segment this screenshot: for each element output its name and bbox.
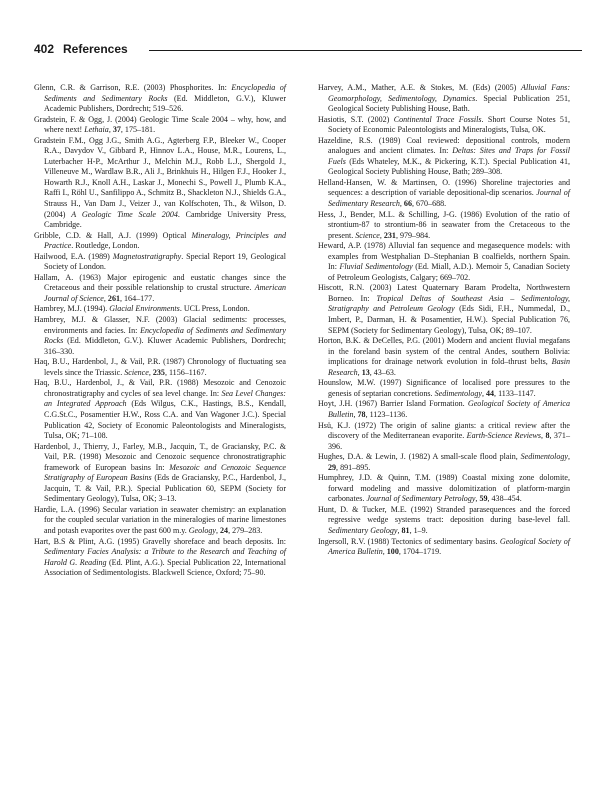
reference-separator: , [399, 199, 404, 209]
reference-details: . Routledge, London. [71, 241, 140, 251]
reference-title: Encyclopedia of Sediments and Sedimentary Rocks [44, 325, 286, 346]
reference-entry [318, 452, 570, 473]
reference-separator: , [397, 525, 402, 535]
reference-entry [318, 421, 570, 453]
reference-volume: 24 [220, 525, 229, 535]
reference-volume: 81 [401, 525, 410, 535]
reference-title: Journal of Sedimentary Research [328, 188, 570, 209]
reference-volume: 100 [386, 547, 399, 557]
reference-volume: 66 [403, 199, 412, 209]
reference-details: (Ed. Middleton, G.V.), Kluwer Academic Publishers, Dordrecht; 519–526. [44, 93, 286, 114]
reference-entry [34, 136, 286, 231]
reference-title: Sedimentary Facies Analysis: a Tribute to the Research and Teaching of Harold G. Reading [44, 547, 286, 567]
reference-entry [34, 83, 286, 115]
reference-authors: Gradstein F.M., Ogg J.G., Smith A.G., Agterberg F.P., Bleeker W., Cooper R.A., Davydov V., Gibbard P., Hinnov L.A., House, M.R., Lourens, L., Luterbacher H-P., McArthur J., Melchin M.J., Robb L.J., Shergold J., Villeneuve M., Wardlaw B.R., Ali J., Brinkhuis H., Hilgen F.J., Hooker J., Howarth R.J., Knoll A.H., Laskar J., Monechi S., Powell J., Plumb K.A., Raffi I., Röhl U., Sanfilippo A., Schmitz B., Shackleton N.J., Shields G.A., Strauss H., Van Dam J., Veizer J., van Kolfschoten, Th., & Wilson, D. (2004) [34, 135, 286, 219]
reference-entry [34, 304, 286, 315]
reference-details: , 1–9. [409, 525, 428, 535]
reference-details: , 279–283. [228, 525, 263, 535]
reference-title: Sedimentary Geology [328, 525, 398, 535]
reference-entry [34, 273, 286, 305]
reference-title: Basin Research [328, 357, 570, 377]
reference-separator: , [541, 431, 546, 441]
reference-volume: 231 [383, 230, 396, 240]
reference-entry [318, 505, 570, 537]
reference-separator: , [353, 409, 358, 419]
reference-details: , 43–63. [369, 367, 396, 377]
reference-entry [34, 378, 286, 441]
reference-volume: 78 [357, 409, 366, 419]
reference-entry [34, 537, 286, 579]
reference-authors: Humphrey, J.D. & Quinn, T.M. (1989) Coastal mixing zone dolomite, forward modeling and massive dolomitization of platform-margin carbonates. [318, 473, 570, 504]
reference-volume: 29 [328, 462, 337, 472]
reference-volume: 59 [479, 494, 488, 504]
references-column-right [318, 83, 570, 558]
reference-entry [318, 399, 570, 420]
reference-authors: Harvey, A.M., Mather, A.E. & Stokes, M. (Eds) (2005) [318, 83, 522, 92]
reference-title: Glacial Environments [109, 304, 180, 314]
reference-volume: 44 [486, 388, 495, 398]
reference-entry [34, 252, 286, 273]
reference-separator: , [475, 494, 480, 504]
reference-title: Deltas: Sites and Traps for Fossil Fuels [328, 146, 570, 166]
reference-details: (Eds Whateley, M.K., & Pickering, K.T.). Special Publication 41, Geological Society Publishing House, Bath; 289–308. [328, 156, 570, 177]
reference-separator: , [148, 367, 153, 377]
reference-volume: 235 [152, 367, 165, 377]
reference-details: . UCL Press, London. [179, 304, 250, 314]
reference-authors: Hoyt, J.H. (1967) Barrier Island Formation. [318, 399, 468, 409]
reference-details: , 175–181. [120, 125, 156, 135]
reference-entry [34, 315, 286, 357]
reference-entry [318, 378, 570, 399]
reference-title: Sea Level Changes: an Integrated Approach [44, 388, 286, 409]
reference-authors: Glenn, C.R. & Garrison, R.E. (2003) Phosphorites. In: [34, 83, 232, 92]
reference-authors: Hallam, A. (1963) Major epirogenic and eustatic changes since the Cretaceous and their possible relationship to crustal structure. [34, 272, 286, 293]
reference-entry [318, 283, 570, 336]
reference-separator: , [103, 293, 108, 303]
reference-title: Science [124, 367, 149, 377]
reference-details: . Short Course Notes 51, Society of Economic Paleontologists and Mineralogists, Tulsa, OK. [328, 114, 570, 135]
reference-title: A Geologic Time Scale 2004 [71, 209, 178, 219]
reference-authors: Hess, J., Bender, M.L. & Schilling, J-G. (1986) Evolution of the ratio of strontium-87 to strontium-86 in seawater from the Cretaceous to the present. [318, 209, 570, 240]
reference-title: Sedimentology [434, 388, 482, 398]
reference-entry [34, 115, 286, 136]
reference-details: , 891–895. [336, 462, 371, 472]
reference-details: (Ed. Miall, A.D.). Memoir 5, Canadian Society of Petroleum Geologists, Calgary; 669–702. [328, 262, 570, 282]
reference-entry [318, 537, 570, 558]
reference-title: Geology [188, 525, 216, 535]
reference-authors: Hiscott, R.N. (2003) Latest Quaternary Baram Prodelta, Northwestern Borneo. In: [318, 283, 570, 303]
reference-separator: , [567, 452, 570, 462]
reference-title: Geological Society of America Bulletin [328, 399, 570, 419]
reference-authors: Hughes, D.A. & Lewin, J. (1982) A small-scale flood plain, [318, 452, 521, 462]
reference-separator: , [481, 388, 486, 398]
reference-details: , 1133–1147. [494, 388, 536, 398]
references-column-left [34, 83, 286, 579]
reference-title: Earth-Science Reviews [466, 431, 542, 441]
reference-authors: Hasiotis, S.T. (2002) [318, 114, 394, 124]
section-title: References [63, 42, 128, 56]
reference-authors: Hailwood, E.A. (1989) [34, 251, 113, 261]
reference-separator: , [108, 125, 113, 135]
reference-details: . Cambridge University Press, Cambridge. [44, 209, 286, 230]
reference-authors: Horton, B.K. & DeCelles, P.G. (2001) Modern and ancient fluvial megafans in the foreland basin system of the central Andes, southern Bolivia: implications for drainage network evolution in fold–thrust belts, [318, 336, 570, 367]
reference-title: Alluvial Fans: Geomorphology, Sedimentology, Dynamics [328, 83, 570, 103]
reference-entry [318, 241, 570, 283]
reference-details: . Special Report 19, Geological Society of London. [44, 251, 286, 272]
reference-separator: , [357, 367, 362, 377]
reference-title: Tropical Deltas of Southeast Asia – Sedimentology, Stratigraphy and Petroleum Geology [328, 293, 570, 314]
reference-details: , 438–454. [487, 494, 522, 504]
reference-authors: Haq, B.U., Hardenbol, J., & Vail, P.R. (1987) Chronology of fluctuating sea levels since the Triassic. [34, 357, 286, 377]
reference-details: . Special Publication 251, Geological Society Publishing House, Bath. [328, 93, 570, 114]
reference-separator: , [382, 547, 387, 557]
reference-title: Science [355, 230, 380, 240]
reference-authors: Gribble, C.D. & Hall, A.J. (1999) Optical [34, 230, 192, 240]
reference-authors: Hardenbol, J., Thierry, J., Farley, M.B., Jacquin, T., de Graciansky, P.C. & Vail, P.R. (1998) Mesozoic and Cenozoic sequence chronostratigraphic framework of European basins In: [34, 441, 286, 472]
reference-title: Sedimentology [520, 452, 568, 462]
reference-details: , 670–688. [411, 199, 447, 209]
reference-entry [318, 115, 570, 136]
reference-entry [318, 83, 570, 115]
reference-details: , 1156–1167. [164, 367, 207, 377]
reference-entry [318, 210, 570, 242]
reference-title: Journal of Sedimentary Petrology [366, 494, 476, 504]
reference-volume: 13 [361, 367, 370, 377]
reference-title: Encyclopedia of Sediments and Sedimentary Rocks [44, 83, 287, 103]
header-rule [149, 50, 582, 51]
reference-volume: 261 [107, 293, 120, 303]
reference-authors: Gradstein, F. & Ogg, J. (2004) Geologic Time Scale 2004 – why, how, and where next! [34, 114, 286, 135]
reference-entry [318, 473, 570, 505]
reference-authors: Hunt, D. & Tucker, M.E. (1992) Stranded parasequences and the forced regressive wedge systems tract: deposition during base-level fall. [318, 504, 570, 525]
reference-authors: Helland-Hansen, W. & Martinsen, O. (1996) Shoreline trajectories and sequences: a description of variable depositional-dip scenarios. [318, 177, 570, 198]
reference-details: (Eds Sidi, F.H., Nummedal, D., Imbert, P., Darman, H. & Posamentier, H.W.). Special Publication 76, SEPM (Society for Sedimentary Geology), Tulsa, OK; 89–107. [328, 304, 570, 335]
reference-entry [34, 442, 286, 505]
reference-separator: , [216, 525, 221, 535]
reference-authors: Hambrey, M.J. (1994). [34, 304, 110, 314]
page-header [34, 40, 582, 62]
reference-entry [318, 336, 570, 378]
reference-authors: Ingersoll, R.V. (1988) Tectonics of sedimentary basins. [318, 536, 500, 546]
reference-details: (Eds de Graciansky, P.C., Hardenbol, J., Jacquin, T. & Vail, P.R.). Special Publication 60, SEPM (Society for Sedimentary Geology), Tulsa, OK; 3–13. [44, 473, 287, 504]
reference-title: Mineralogy, Principles and Practice [44, 230, 286, 251]
reference-authors: Hambrey, M.J. & Glasser, N.F. (2003) Glacial sediments: processes, environments and facies. In: [34, 315, 286, 335]
reference-authors: Hsü, K.J. (1972) The origin of saline giants: a critical review after the discovery of the Mediterranean evaporite. [318, 420, 570, 441]
reference-details: , 371–396. [328, 431, 570, 451]
reference-authors: Heward, A.P. (1978) Alluvial fan sequence and megasequence models: with examples from Westphalian D–Stephanian B coalfields, northern Spain. In: [318, 241, 570, 272]
reference-details: (Eds Wilgus, C.K., Hastings, B.S., Kendall, C.G.St.C., Posamentier H.W., Ross C.A. and Van Wagoner J.C.). Special Publication 42, Society of Economic Paleontologists and Mineralogists, Tulsa, OK; 71–108. [44, 399, 286, 441]
reference-entry [34, 231, 286, 252]
reference-title: Geological Society of America Bulletin [328, 536, 570, 557]
reference-details: , 1123–1136. [365, 409, 408, 419]
reference-title: American Journal of Science [44, 283, 286, 303]
reference-authors: Hart, B.S & Plint, A.G. (1995) Gravelly shoreface and beach deposits. In: [34, 536, 286, 546]
reference-authors: Hazeldine, R.S. (1989) Coal reviewed: depositional controls, modern analogues and ancient climates. In: [318, 135, 570, 156]
reference-separator: , [379, 230, 384, 240]
page-number: 402 [34, 42, 55, 56]
reference-entry [318, 178, 570, 210]
reference-title: Continental Trace Fossils [393, 114, 482, 124]
reference-title: Magnetostratigraphy [112, 251, 182, 261]
reference-volume: 8 [545, 431, 550, 441]
reference-details: (Ed. Middleton, G.V.). Kluwer Academic Publishers, Dordrecht; 316–330. [44, 336, 286, 356]
reference-details: (Ed. Plint, A.G.). Special Publication 22, International Association of Sedimentologists. Blackwell Science, Oxford; 75–90. [44, 557, 286, 578]
reference-authors: Haq, B.U., Hardenbol, J., & Vail, P.R. (1988) Mesozoic and Cenozoic chronostratigraphy and cycles of sea level change. In: [34, 378, 286, 398]
reference-details: , 1704–1719. [398, 547, 442, 557]
reference-title: Lethaia [84, 125, 109, 135]
reference-authors: Hardie, L.A. (1996) Secular variation in seawater chemistry: an explanation for the coupled secular variation in the mineralogies of marine limestones and potash evaporites over the past 600 m.y. [34, 504, 286, 535]
reference-authors: Hounslow, M.W. (1997) Significance of localised pore pressures to the genesis of septarian concretions. [318, 378, 570, 398]
reference-details: , 164–177. [120, 293, 155, 303]
reference-volume: 37 [112, 125, 121, 135]
reference-title: Mesozoic and Cenozoic Sequence Stratigraphy of European Basins [44, 462, 287, 483]
reference-details: , 979–984. [395, 230, 431, 240]
reference-title: Fluvial Sedimentology [339, 262, 413, 272]
reference-entry [318, 136, 570, 178]
reference-entry [34, 505, 286, 537]
reference-entry [34, 357, 286, 378]
